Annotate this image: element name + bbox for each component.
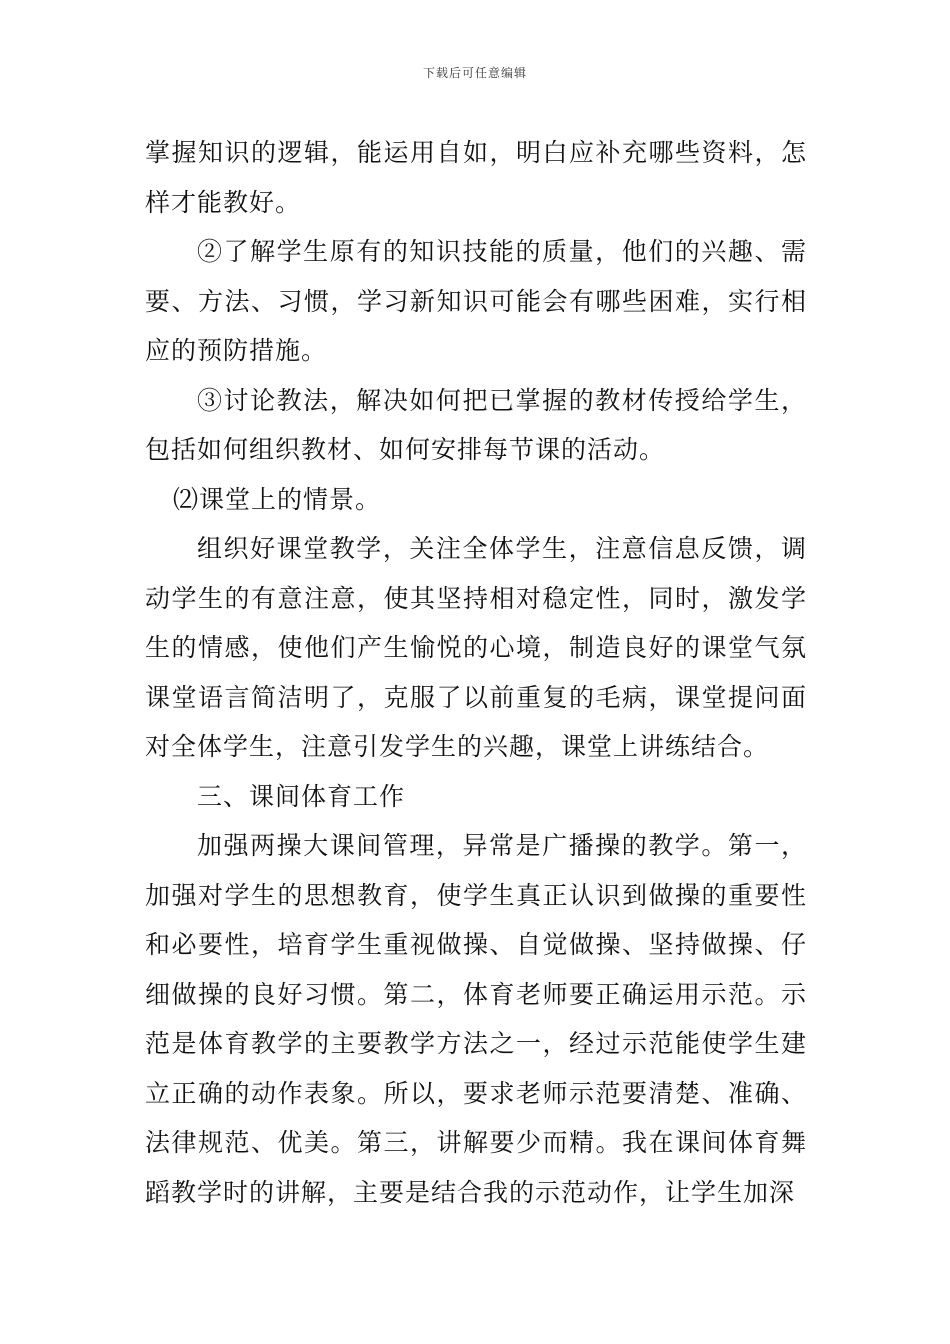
document-body	[145, 128, 807, 1217]
subheading-classroom-scene: ⑵课堂上的情景。	[173, 484, 382, 514]
page-header-note: 下载后可任意编辑	[422, 66, 527, 80]
paragraph-understand-students: ②了解学生原有的知识技能的质量，他们的兴趣、需要、方法、习惯，学习新知识可能会有哪些困难，实行相应的预防措施。	[145, 237, 807, 365]
section-heading-recess-sports: 三、课间体育工作	[197, 781, 406, 811]
paragraph-exercise-management: 加强两操大课间管理，异常是广播操的教学。第一，加强对学生的思想教育，使学生真正认识到做操的重要性和必要性，培育学生重视做操、自觉做操、坚持做操、仔细做操的良好习惯。第二，体育老师要正确运用示范。示范是体育教学的主要教学方法之一，经过示范能使学生建立正确的动作表象。所以，要求老师示范要清楚、准确、法律规范、优美。第三，讲解要少而精。我在课间体育舞蹈教学时的讲解，主要是结合我的示范动作，让学生加深	[145, 831, 807, 1207]
paragraph-discuss-methods: ③讨论教法，解决如何把已掌握的教材传授给学生，包括如何组织教材、如何安排每节课的活动。	[145, 385, 807, 464]
paragraph-knowledge-logic: 掌握知识的逻辑，能运用自如，明白应补充哪些资料，怎样才能教好。	[145, 138, 807, 217]
paragraph-classroom-organization: 组织好课堂教学，关注全体学生，注意信息反馈，调动学生的有意注意，使其坚持相对稳定性，同时，激发学生的情感，使他们产生愉悦的心境，制造良好的课堂气氛课堂语言简洁明了，克服了以前重复的毛病，课堂提问面对全体学生，注意引发学生的兴趣，课堂上讲练结合。	[145, 534, 807, 761]
